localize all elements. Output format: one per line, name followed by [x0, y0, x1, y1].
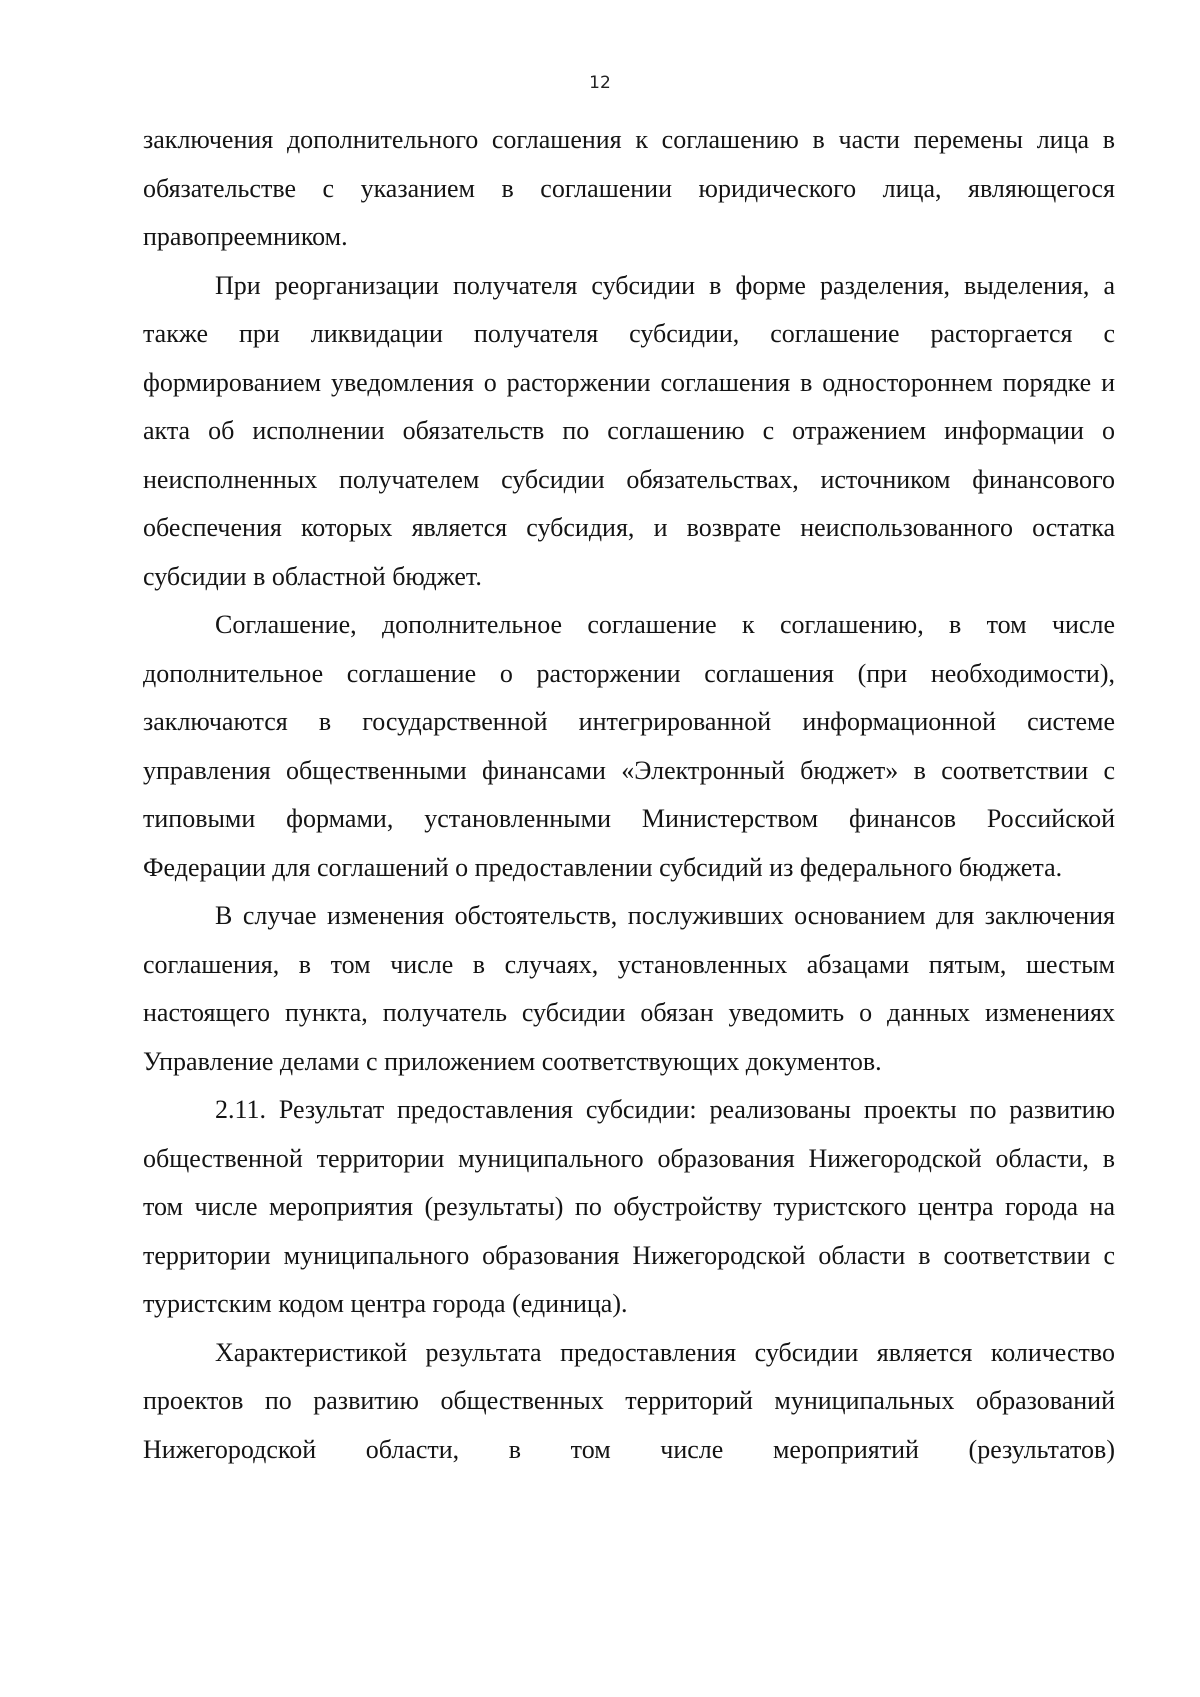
page-number: 12 — [589, 73, 611, 93]
paragraph-result-characteristic: Характеристикой результата предоставления субсидии является количество проектов по развитию общественных территорий муниципальных образований Нижегородской области, в том числе мероприятий (результатов) — [143, 1337, 1115, 1464]
document-body — [143, 116, 1115, 1474]
paragraph-reorganization: При реорганизации получателя субсидии в форме разделения, выделения, а также при ликвидации получателя субсидии, соглашение расторгается с формированием уведомления о расторжении соглашения в одностороннем порядке и акта об исполнении обязательств по соглашению с отражением информации о неисполненных получателем субсидии обязательствах, источником финансового обеспечения которых является субсидия, и возврате неиспользованного остатка субсидии в областной бюджет. — [143, 270, 1115, 591]
paragraph-clause-2-11: 2.11. Результат предоставления субсидии: реализованы проекты по развитию общественной территории муниципального образования Нижегородской области, в том числе мероприятия (результаты) по обустройству туристского центра города на территории муниципального образования Нижегородской области в соответствии с туристским кодом центра города (единица). — [143, 1095, 1115, 1318]
paragraph-continuation: заключения дополнительного соглашения к соглашению в части перемены лица в обязательстве с указанием в соглашении юридического лица, являющегося правопреемником. — [143, 125, 1115, 251]
paragraph-electronic-budget: Соглашение, дополнительное соглашение к соглашению, в том числе дополнительное соглашение о расторжении соглашения (при необходимости), заключаются в государственной интегрированной информационной системе управления общественными финансами «Электронный бюджет» в соответствии с типовыми формами, установленными Министерством финансов Российской Федерации для соглашений о предоставлении субсидий из федерального бюджета. — [143, 610, 1115, 882]
paragraph-change-notification: В случае изменения обстоятельств, послуживших основанием для заключения соглашения, в том числе в случаях, установленных абзацами пятым, шестым настоящего пункта, получатель субсидии обязан уведомить о данных изменениях Управление делами с приложением соответствующих документов. — [143, 901, 1115, 1076]
